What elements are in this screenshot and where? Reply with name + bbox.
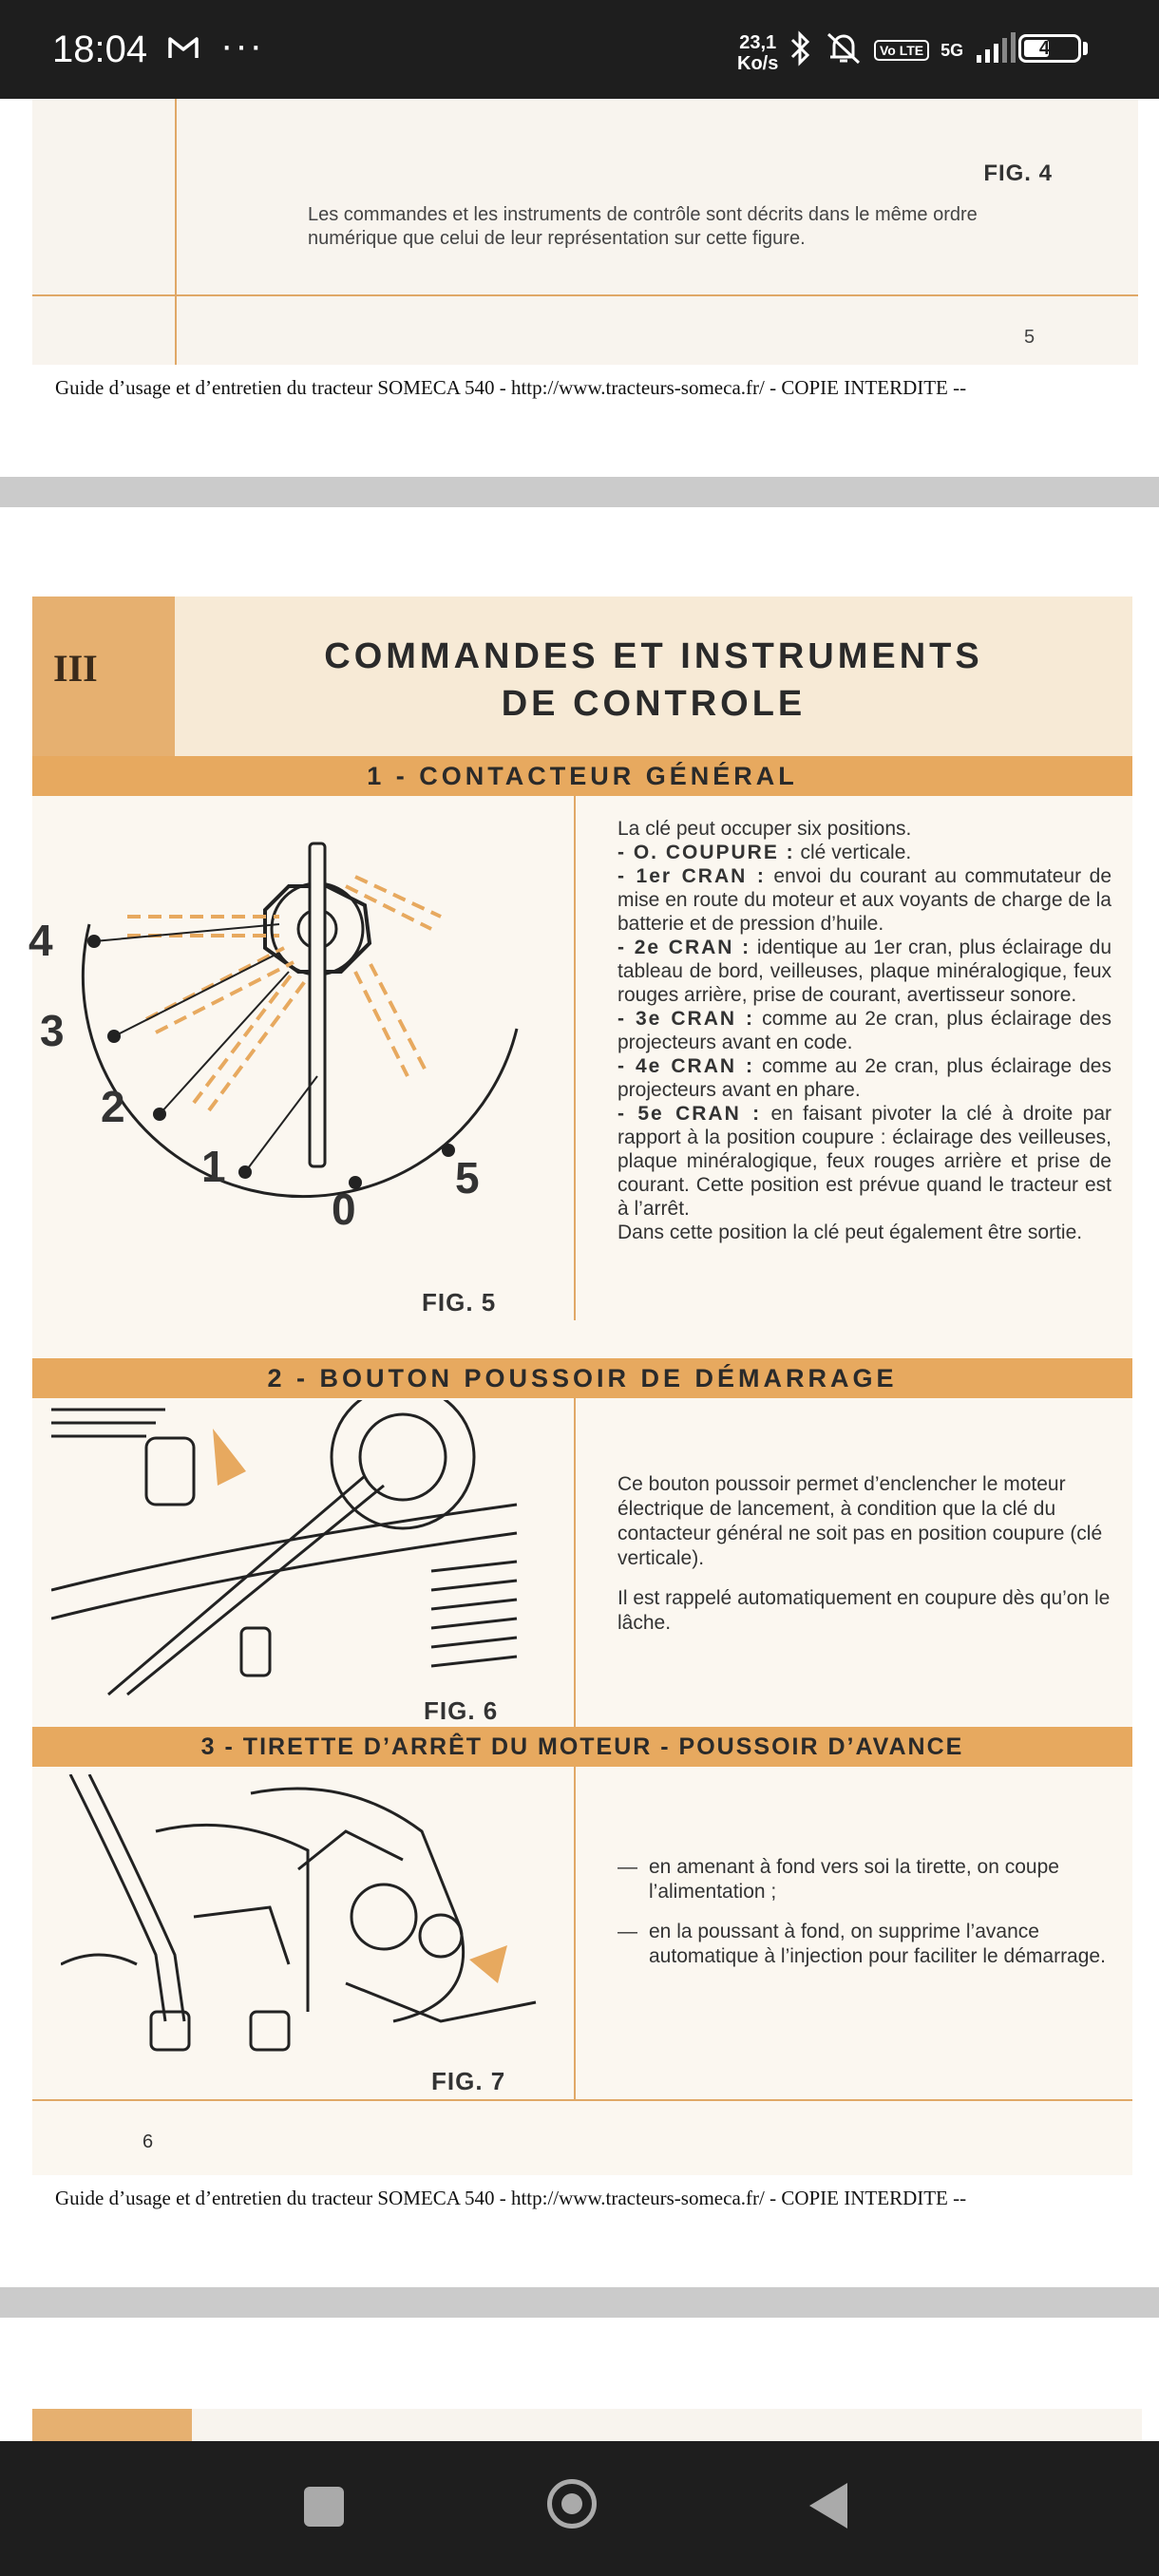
section-1-text — [618, 817, 1112, 1244]
column-divider — [574, 1767, 576, 2099]
section-2-paragraph-1: Ce bouton poussoir permet d’enclencher le moteur électrique de lancement, à condition que la clé du contacteur général ne soit pas en position coupure (clé verticale). — [618, 1473, 1103, 1569]
network-speed — [737, 32, 778, 74]
ignition-switch-diagram — [32, 829, 564, 1276]
volte-badge: Vo LTE — [874, 40, 929, 61]
mute-icon — [825, 30, 863, 71]
page-rule-horizontal — [32, 2099, 1132, 2101]
section-1-outro: Dans cette position la clé peut également être sortie. — [618, 1222, 1083, 1243]
section-1-band — [32, 756, 1132, 796]
section-2-paragraph-2: Il est rappelé automatiquement en coupure dès qu’on le lâche. — [618, 1587, 1111, 1634]
position-label: - 2e CRAN : — [618, 937, 751, 958]
back-icon[interactable] — [809, 2483, 847, 2529]
section-3-item — [618, 1920, 1112, 1969]
home-icon-dot — [561, 2493, 582, 2514]
battery-tip — [1083, 42, 1088, 55]
signal-icon — [975, 32, 1016, 69]
clock: 18:04 — [52, 28, 148, 70]
position-text: identique au 1er cran, plus éclairage du tableau de bord, veilleuses, plaque minéralogique, feux rouges arrière, prise de courant, avertisseur sonore. — [618, 937, 1112, 1006]
position-label: - 3e CRAN : — [618, 1008, 755, 1030]
page-footer: Guide d’usage et d’entretien du tracteur SOMECA 540 - http://www.tracteurs-someca.fr/ - COPIE INTERDITE -- — [55, 2187, 967, 2209]
section-1-intro: La clé peut occuper six positions. — [618, 818, 912, 840]
more-notifications: ··· — [220, 25, 264, 66]
fig-6-label: FIG. 6 — [424, 1696, 499, 1725]
position-text: comme au 2e cran, plus éclairage des projecteurs avant en code. — [618, 1008, 1112, 1053]
switch-position-1 — [618, 864, 1112, 936]
page-5 — [32, 99, 1138, 365]
page-separator — [0, 477, 1159, 507]
engine-stop-illustration — [61, 1774, 555, 2078]
bullet-dash: — — [618, 1921, 637, 1942]
section-3-band — [32, 1727, 1132, 1767]
position-label: - 5e CRAN : — [618, 1103, 762, 1125]
bullet-dash: — — [618, 1856, 637, 1878]
fig-7-label: FIG. 7 — [431, 2067, 506, 2095]
position-label: - 4e CRAN : — [618, 1055, 755, 1077]
section-3-item — [618, 1855, 1112, 1904]
position-label: - O. COUPURE : — [618, 842, 795, 863]
section-3-text — [618, 1855, 1112, 1984]
page-separator — [0, 2287, 1159, 2318]
network-type: 5G — [940, 41, 964, 60]
section-2-text — [618, 1472, 1112, 1636]
dial-label-2: 2 — [101, 1082, 125, 1131]
column-divider — [574, 1398, 576, 1750]
section-2-band — [32, 1358, 1132, 1398]
column-divider — [574, 999, 576, 1320]
fig-5-label: FIG. 5 — [422, 1288, 497, 1316]
switch-position-3 — [618, 1007, 1112, 1054]
page-number: 5 — [1024, 327, 1036, 348]
dial-label-1: 1 — [201, 1142, 226, 1191]
page-title-line-2: DE CONTROLE — [501, 684, 807, 724]
recents-icon[interactable] — [304, 2487, 344, 2527]
dial-label-5: 5 — [455, 1153, 480, 1203]
starter-button-illustration — [51, 1400, 536, 1704]
position-text: comme au 2e cran, plus éclairage des projecteurs avant en phare. — [618, 1055, 1112, 1101]
dial-label-0: 0 — [332, 1184, 356, 1234]
page-number: 6 — [142, 2131, 154, 2152]
switch-position-4 — [618, 1054, 1112, 1102]
battery-icon — [1018, 34, 1081, 63]
network-speed-value: 23,1 — [739, 32, 777, 53]
chapter-box — [32, 597, 175, 756]
fig-4-label: FIG. 4 — [983, 161, 1053, 186]
section-2-title: 2 - BOUTON POUSSOIR DE DÉMARRAGE — [267, 1364, 898, 1392]
position-text: envoi du courant au commutateur de mise en route du moteur et aux voyants de charge de la batterie et de pression d’huile. — [618, 865, 1112, 935]
bluetooth-icon — [788, 30, 813, 71]
page-6 — [28, 597, 1132, 2175]
page-rule-vertical — [175, 99, 177, 365]
switch-position-0 — [618, 841, 1112, 864]
chapter-box — [32, 2409, 192, 2441]
page-title — [175, 633, 1132, 728]
page-rule-horizontal — [32, 294, 1138, 296]
chapter-number: III — [53, 647, 98, 690]
column-divider — [574, 796, 576, 999]
section-3-item-text: en la poussant à fond, on supprime l’avance automatique à l’injection pour faciliter le démarrage. — [649, 1921, 1106, 1967]
dial-label-3: 3 — [40, 1006, 65, 1055]
page-7-peek — [32, 2409, 1142, 2441]
network-speed-unit: Ko/s — [737, 53, 779, 74]
switch-position-2 — [618, 936, 1112, 1007]
fig-4-caption: Les commandes et les instruments de contrôle sont décrits dans le même ordre numérique que celui de leur représentation sur cette figure. — [308, 204, 978, 249]
switch-position-5 — [618, 1102, 1112, 1221]
section-3-title: 3 - TIRETTE D’ARRÊT DU MOTEUR - POUSSOIR D’AVANCE — [200, 1733, 964, 1760]
page-footer: Guide d’usage et d’entretien du tracteur SOMECA 540 - http://www.tracteurs-someca.fr/ - COPIE INTERDITE -- — [55, 376, 967, 399]
section-1-title: 1 - CONTACTEUR GÉNÉRAL — [367, 762, 798, 790]
battery-level: 44 — [1038, 38, 1061, 59]
gmail-icon — [167, 32, 200, 69]
page-title-line-1: COMMANDES ET INSTRUMENTS — [324, 636, 983, 676]
section-3-item-text: en amenant à fond vers soi la tirette, on coupe l’alimentation ; — [649, 1856, 1059, 1903]
position-text: clé verticale. — [800, 842, 912, 863]
status-bar — [0, 0, 1159, 99]
position-label: - 1er CRAN : — [618, 865, 766, 887]
dial-label-4: 4 — [28, 916, 53, 965]
status-icons — [788, 27, 1016, 74]
position-text: en faisant pivoter la clé à droite par rapport à la position coupure : éclairage des veilleuses, plaque minéralogique, feux rouges arrière et prise de courant. Cette position est prévue quand le tracteur est à l’arrêt. — [618, 1103, 1112, 1220]
